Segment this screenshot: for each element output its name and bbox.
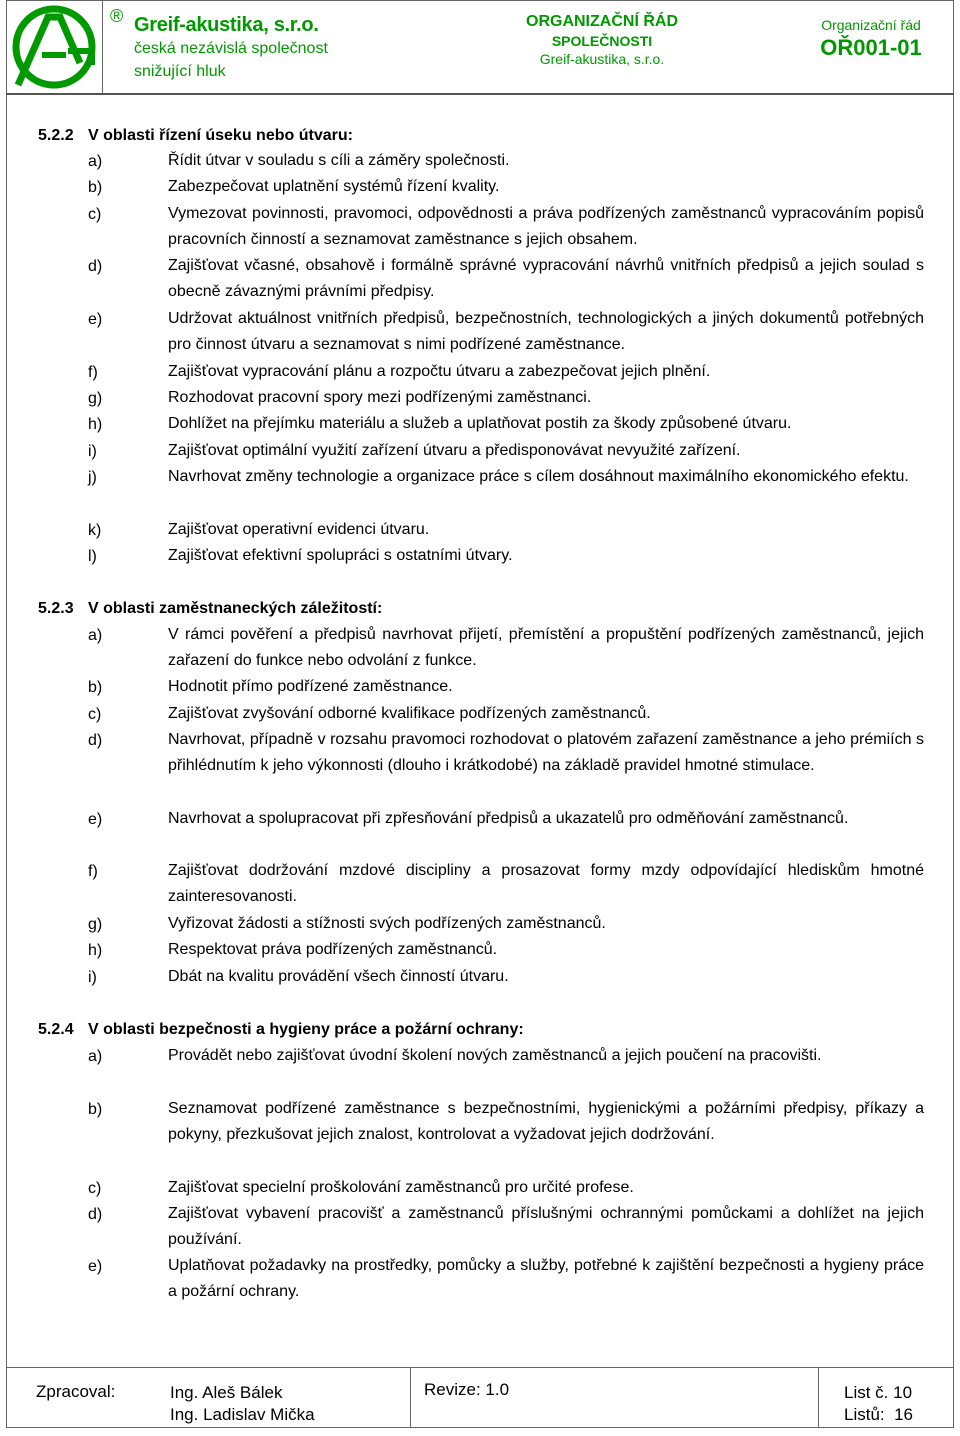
footer-divider [410,1368,411,1428]
company-name: Greif-akustika, s.r.o. [134,14,319,36]
section-heading [38,127,353,145]
section-heading [38,600,382,618]
list-item: Vymezovat povinnosti, pravomoci, odpovědnosti a práva podřízených zaměstnanců vypracováním popisů pracovních činností a seznamovat zaměstnance s jejich obsahem. [168,205,924,249]
list-item: Zajišťovat efektivní spolupráci s ostatními útvary. [168,547,513,564]
section-title: V oblasti řízení úseku nebo útvaru: [88,127,353,144]
list-item: Zajišťovat optimální využití zařízení útvaru a předisponovávat nevyužité zařízení. [168,442,741,459]
document-title: ORGANIZAČNÍ ŘÁD [526,13,678,30]
list-item: Zajišťovat vypracování plánu a rozpočtu útvaru a zabezpečovat jejich plnění. [168,363,711,380]
list-item-letter: d) [88,1206,103,1223]
section-title: V oblasti bezpečnosti a hygieny práce a požární ochrany: [88,1021,524,1038]
list-item: Rozhodovat pracovní spory mezi podřízenými zaměstnanci. [168,389,592,406]
sheet-number: List č. 10 [844,1383,913,1402]
company-tagline-2: snižující hluk [134,63,226,80]
sheet-info [844,1382,913,1426]
document-title-block [502,12,702,68]
list-item-letter: l) [88,548,97,565]
list-item: Navrhovat, případně v rozsahu pravomoci rozhodovat o platovém zařazení zaměstnance a jeho prémiích s přihlédnutím k jeho výkonnosti (dlouho i krátkodobé) na základě pravidel hmotné stimulace. [168,731,924,775]
document-company: Greif-akustika, s.r.o. [539,51,665,67]
list-item: Navrhovat změny technologie a organizace práce s cílem dosáhnout maximálního ekonomického efektu. [168,468,909,485]
list-item: Zabezpečovat uplatnění systémů řízení kvality. [168,178,500,195]
authors [170,1382,315,1426]
list-item-letter: c) [88,1180,102,1197]
list-item: Zajišťovat specielní proškolování zaměstnanců pro určité profese. [168,1179,634,1196]
list-item-letter: g) [88,916,103,933]
document-footer [6,1367,954,1428]
list-item-letter: g) [88,390,103,407]
list-item: Provádět nebo zajišťovat úvodní školení nových zaměstnanců a jejich poučení na pracovišti. [168,1047,822,1064]
list-item-letter: a) [88,1048,103,1065]
list-item-letter: c) [88,206,102,223]
list-item-letter: b) [88,1101,103,1118]
section-heading [38,1021,524,1039]
list-item-letter: i) [88,443,97,460]
list-item-letter: i) [88,969,97,986]
revision: Revize: 1.0 [424,1380,510,1399]
list-item: Řídit útvar v souladu s cíli a záměry společnosti. [168,152,510,169]
document-header [6,0,954,95]
list-item-letter: h) [88,942,103,959]
footer-divider [818,1368,819,1428]
list-item-letter: h) [88,416,103,433]
greif-logo-icon [8,3,100,91]
company-tagline-1: česká nezávislá společnost [134,40,328,57]
list-item: Zajišťovat operativní evidenci útvaru. [168,521,430,538]
list-item: Zajišťovat dodržování mzdové discipliny a prosazovat formy mzdy odpovídající hlediskům hmotné zainteresovanosti. [168,862,924,906]
list-item: Zajišťovat včasné, obsahově i formálně správné vypracování návrhů vnitřních předpisů a jejich soulad s obecně závaznými právními předpisy. [168,257,924,301]
list-item-letter: e) [88,311,103,328]
list-item-letter: e) [88,811,103,828]
section-number: 5.2.4 [38,1021,74,1038]
list-item: Hodnotit přímo podřízené zaměstnance. [168,678,453,695]
list-item-letter: b) [88,679,103,696]
list-item: Seznamovat podřízené zaměstnance s bezpečnostními, hygienickými a požárními předpisy, příkazy a pokyny, přezkušovat jejich znalost, kontrolovat a vyžadovat jejich dodržování. [168,1100,924,1144]
sheet-total: Listů: 16 [844,1405,913,1424]
section-number: 5.2.2 [38,127,74,144]
list-item: Respektovat práva podřízených zaměstnanců. [168,941,498,958]
document-code: OŘ001-01 [820,35,922,60]
section-title: V oblasti zaměstnaneckých záležitostí: [88,600,383,617]
author-name: Ing. Ladislav Mička [170,1405,315,1424]
company-logo [6,0,103,93]
list-item-letter: e) [88,1258,103,1275]
list-item-letter: b) [88,179,103,196]
list-item: Dohlížet na přejímku materiálu a služeb a uplatňovat postih za škody způsobené útvaru. [168,415,792,432]
list-item: Zajišťovat zvyšování odborné kvalifikace podřízených zaměstnanců. [168,705,651,722]
document-subtitle: SPOLEČNOSTI [551,33,653,49]
registered-mark: ® [110,6,124,26]
document-type: Organizační řád [821,17,921,33]
list-item: Dbát na kvalitu provádění všech činností útvaru. [168,968,509,985]
list-item-letter: f) [88,863,98,880]
list-item: Uplatňovat požadavky na prostředky, pomůcky a služby, potřebné k zajištění bezpečnosti a hygieny práce a požární ochrany. [168,1257,924,1301]
prepared-by-label: Zpracoval: [36,1382,116,1401]
list-item-letter: a) [88,153,103,170]
list-item: V rámci pověření a předpisů navrhovat přijetí, přemístění a propuštění podřízených zaměstnanců, jejich zařazení do funkce nebo odvolání z funkce. [168,626,924,670]
author-name: Ing. Aleš Bálek [170,1383,283,1402]
list-item: Vyřizovat žádosti a stížnosti svých podřízených zaměstnanců. [168,915,606,932]
list-item: Zajišťovat vybavení pracovišť a zaměstnanců příslušnými ochrannými pomůckami a dohlížet na jejich používání. [168,1205,924,1249]
list-item-letter: f) [88,364,98,381]
list-item-letter: a) [88,627,103,644]
list-item-letter: k) [88,522,102,539]
list-item-letter: d) [88,258,103,275]
document-code-block [796,16,946,62]
list-item-letter: c) [88,706,102,723]
list-item-letter: j) [88,469,97,486]
list-item: Udržovat aktuálnost vnitřních předpisů, bezpečnostních, technologických a jiných dokumentů potřebných pro činnost útvaru a seznamovat s nimi podřízené zaměstnance. [168,310,924,354]
list-item-letter: d) [88,732,103,749]
list-item: Navrhovat a spolupracovat při zpřesňování předpisů a ukazatelů pro odměňování zaměstnanců. [168,810,849,827]
section-number: 5.2.3 [38,600,74,617]
